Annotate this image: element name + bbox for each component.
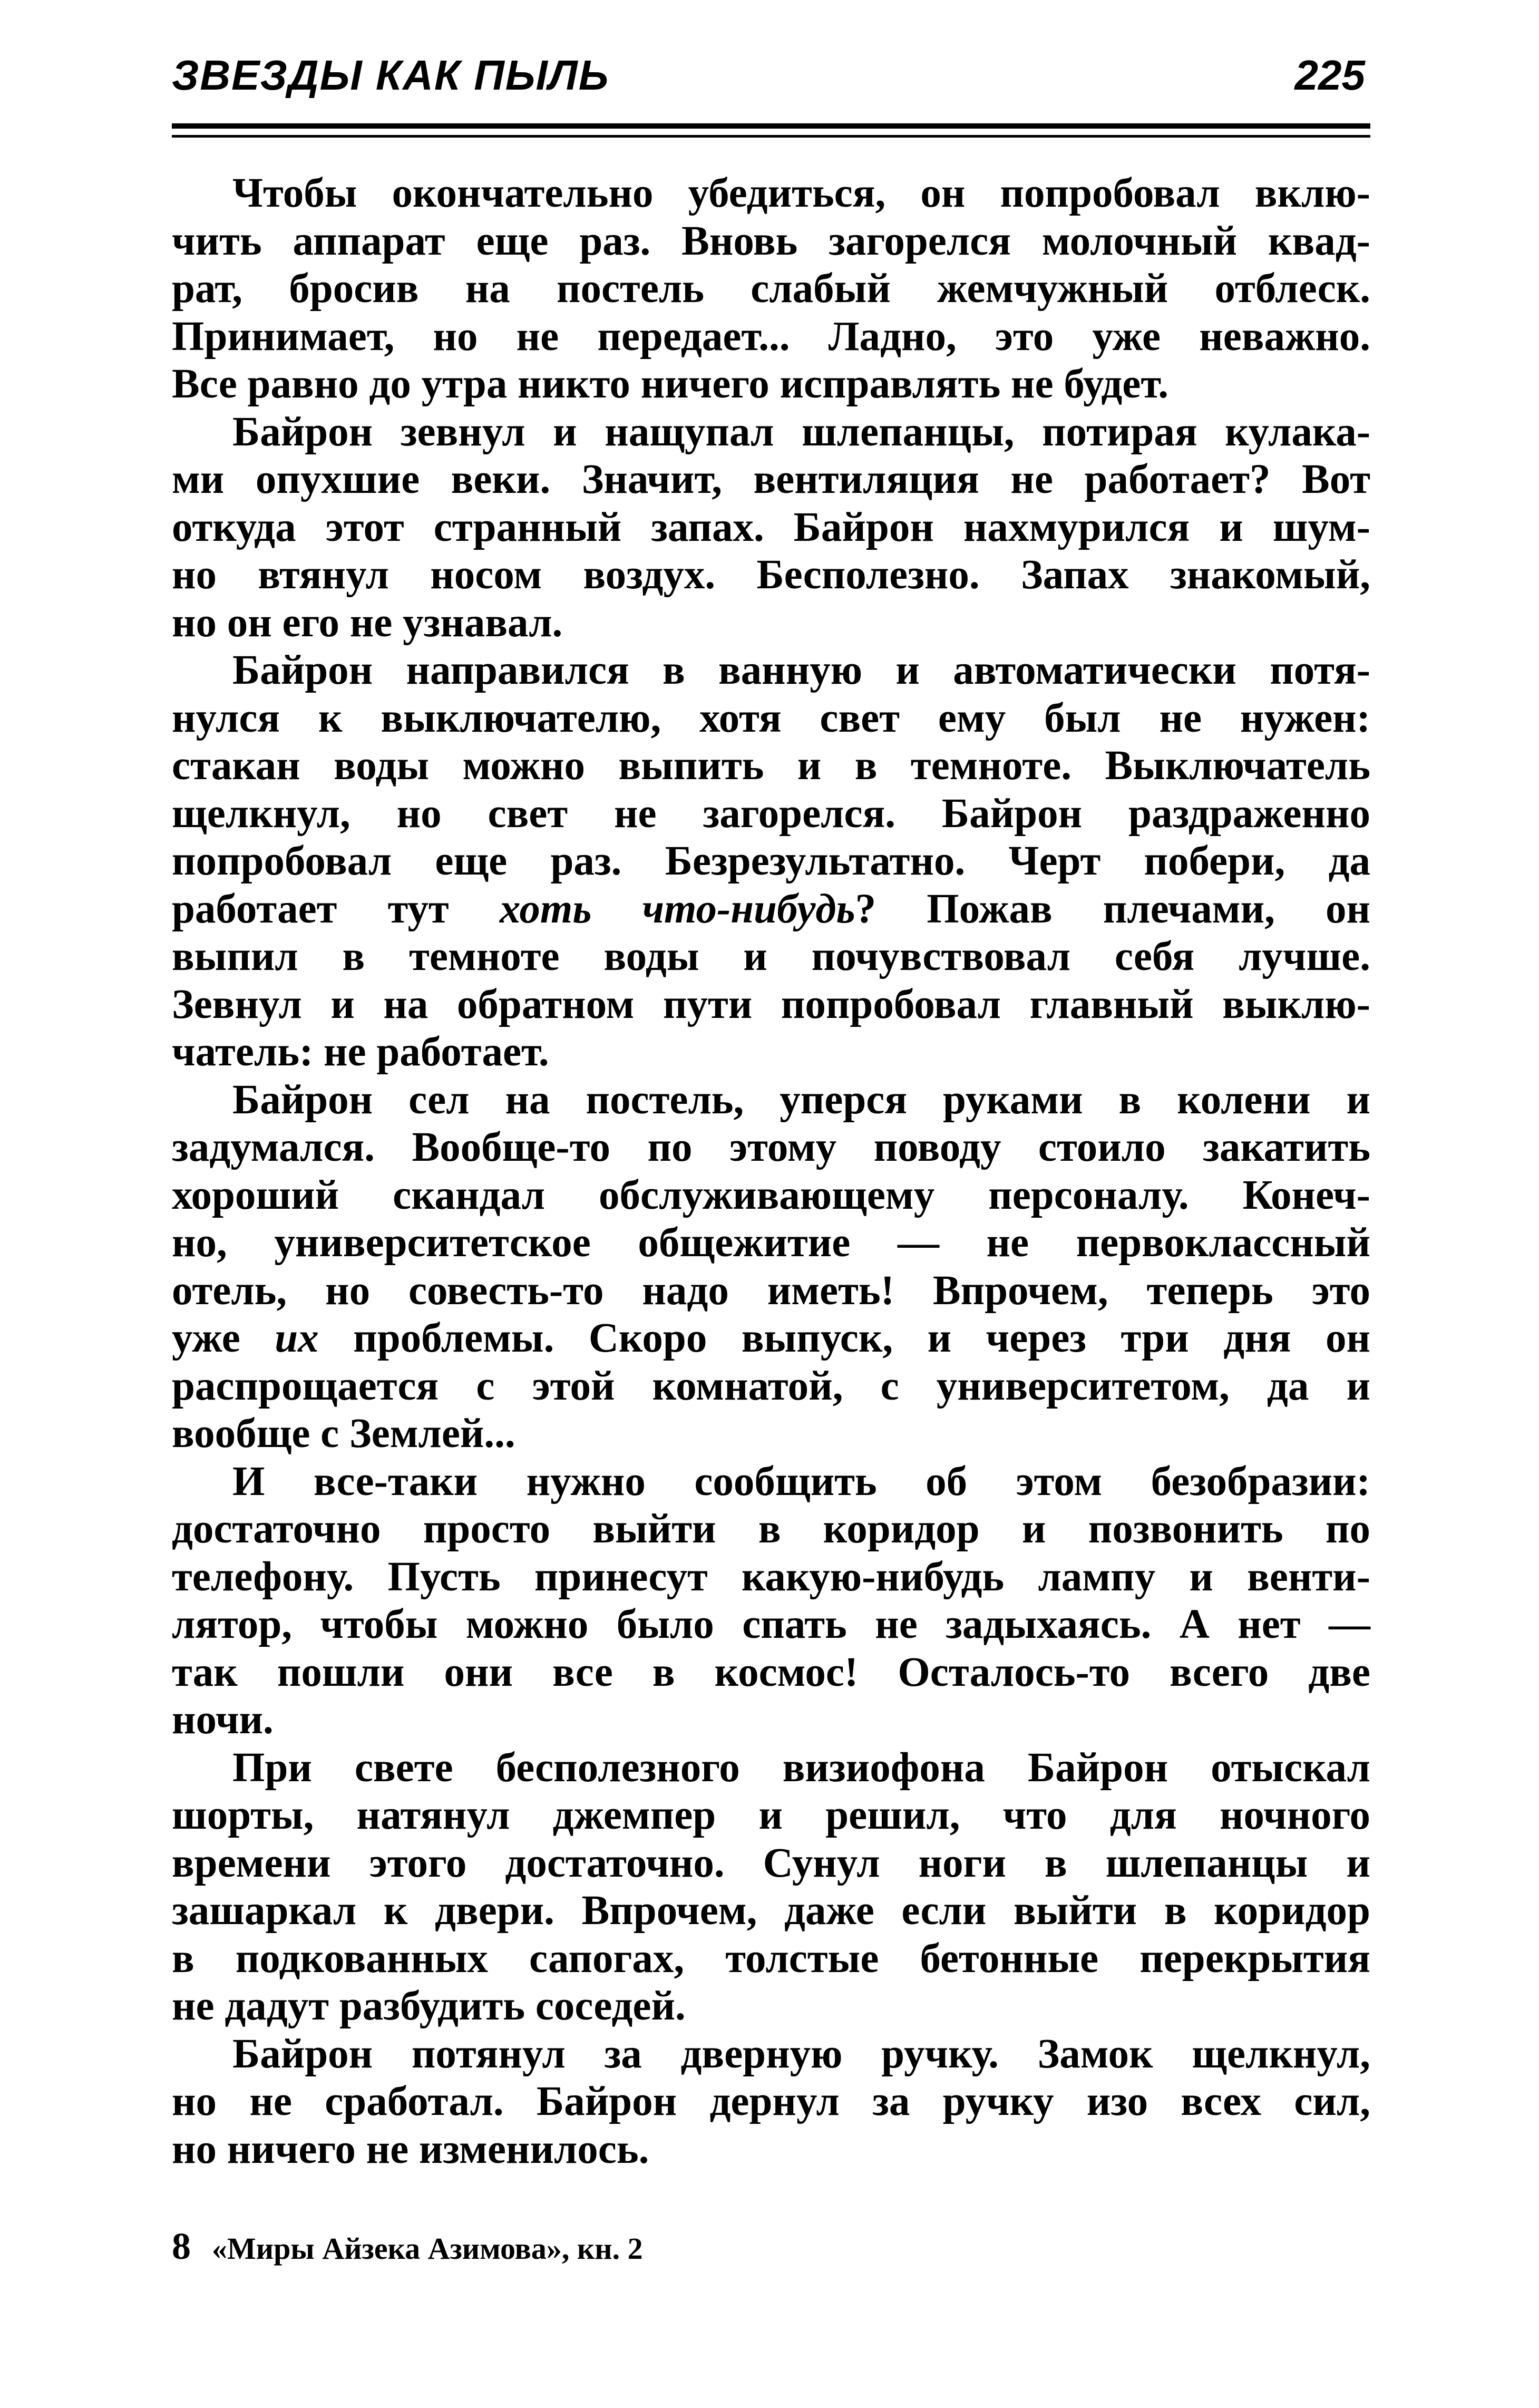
text-line: хороший скандал обслуживающему персоналу. Конеч- bbox=[172, 1172, 1370, 1218]
italic-emphasis: их bbox=[275, 1315, 319, 1361]
text-line: чатель: не работает. bbox=[172, 1029, 549, 1075]
text-line: Все равно до утра никто ничего исправлять не будет. bbox=[172, 361, 1168, 407]
page-footer bbox=[172, 2222, 910, 2270]
italic-emphasis: хоть что-нибудь bbox=[499, 886, 855, 932]
text-line: ми опухшие веки. Значит, вентиляция не работает? Вот bbox=[172, 457, 1370, 502]
body-text bbox=[172, 170, 1370, 2173]
page-header bbox=[172, 46, 1370, 104]
text-segment: работает тут bbox=[172, 886, 500, 932]
text-segment: ? Пожав плечами, он bbox=[855, 886, 1370, 932]
text-line: задумался. Вообще-то по этому поводу стоило закатить bbox=[172, 1124, 1370, 1170]
text-line: распрощается с этой комнатой, с университетом, да и bbox=[172, 1363, 1370, 1409]
text-line: так пошли они все в космос! Осталось-то всего две bbox=[172, 1649, 1370, 1695]
text-line: попробовал еще раз. Безрезультатно. Черт побери, да bbox=[172, 838, 1370, 884]
text-line: вообще с Землей... bbox=[172, 1411, 515, 1457]
signature-number: 8 bbox=[172, 2225, 191, 2267]
text-line: зашаркал к двери. Впрочем, даже если выйти в коридор bbox=[172, 1888, 1370, 1934]
text-line: отель, но совесть-то надо иметь! Впрочем, теперь это bbox=[172, 1267, 1370, 1314]
header-rule-thick bbox=[172, 123, 1370, 129]
text-line: не дадут разбудить соседей. bbox=[172, 1983, 686, 2029]
text-line: лятор, чтобы можно было спать не задыхаясь. А нет — bbox=[172, 1601, 1370, 1647]
text-line: телефону. Пусть принесут какую-нибудь лампу и венти- bbox=[172, 1553, 1370, 1600]
text-line: Байрон потянул за дверную ручку. Замок щелкнул, bbox=[232, 2031, 1370, 2077]
text-line: Чтобы окончательно убедиться, он попробовал вклю- bbox=[232, 170, 1370, 216]
text-line: откуда этот странный запах. Байрон нахмурился и шум- bbox=[172, 504, 1370, 550]
text-line: Принимает, но не передает... Ладно, это уже неважно. bbox=[172, 313, 1370, 360]
text-line: При свете бесполезного визиофона Байрон отыскал bbox=[232, 1744, 1370, 1791]
text-line: щелкнул, но свет не загорелся. Байрон раздраженно bbox=[172, 790, 1370, 837]
text-line: Зевнул и на обратном пути попробовал главный выклю- bbox=[172, 981, 1370, 1027]
text-line: но, университетское общежитие — не первоклассный bbox=[172, 1220, 1370, 1266]
text-line: шорты, натянул джемпер и решил, что для ночного bbox=[172, 1792, 1370, 1838]
text-line: И все-таки нужно сообщить об этом безобразии: bbox=[232, 1458, 1370, 1504]
text-line: нулся к выключателю, хотя свет ему был не нужен: bbox=[172, 695, 1370, 741]
text-line: Байрон сел на постель, уперся руками в колени и bbox=[232, 1076, 1370, 1123]
text-line: времени этого достаточно. Сунул ноги в шлепанцы и bbox=[172, 1840, 1370, 1886]
text-line: но втянул носом воздух. Бесполезно. Запах знакомый, bbox=[172, 552, 1370, 598]
text-line: но не сработал. Байрон дернул за ручку изо всех сил, bbox=[172, 2079, 1370, 2124]
text-segment: уже bbox=[172, 1315, 275, 1361]
text-line: рат, бросив на постель слабый жемчужный отблеск. bbox=[172, 266, 1370, 312]
text-line bbox=[172, 1315, 1370, 1363]
text-line bbox=[172, 886, 1370, 934]
text-line: ночи. bbox=[172, 1697, 274, 1743]
text-line: в подкованных сапогах, толстые бетонные перекрытия bbox=[172, 1935, 1370, 1982]
text-line: Байрон зевнул и нащупал шлепанцы, потирая кулака- bbox=[232, 409, 1370, 455]
text-line: но ничего не изменилось. bbox=[172, 2126, 649, 2172]
text-line: но он его не узнавал. bbox=[172, 599, 563, 646]
text-line: достаточно просто выйти в коридор и позвонить по bbox=[172, 1506, 1370, 1552]
text-line: Байрон направился в ванную и автоматически потя- bbox=[232, 647, 1370, 693]
text-line: чить аппарат еще раз. Вновь загорелся молочный квад- bbox=[172, 218, 1370, 264]
running-head: ЗВЕЗДЫ КАК ПЫЛЬ bbox=[172, 52, 610, 99]
text-line: выпил в темноте воды и почувствовал себя лучше. bbox=[172, 934, 1370, 979]
signature-text: «Миры Айзека Азимова», кн. 2 bbox=[212, 2231, 643, 2266]
text-line: стакан воды можно выпить и в темноте. Выключатель bbox=[172, 743, 1370, 789]
page-number: 225 bbox=[1294, 52, 1365, 99]
header-rule-thin bbox=[172, 135, 1370, 138]
text-segment: проблемы. Скоро выпуск, и через три дня он bbox=[318, 1315, 1370, 1361]
